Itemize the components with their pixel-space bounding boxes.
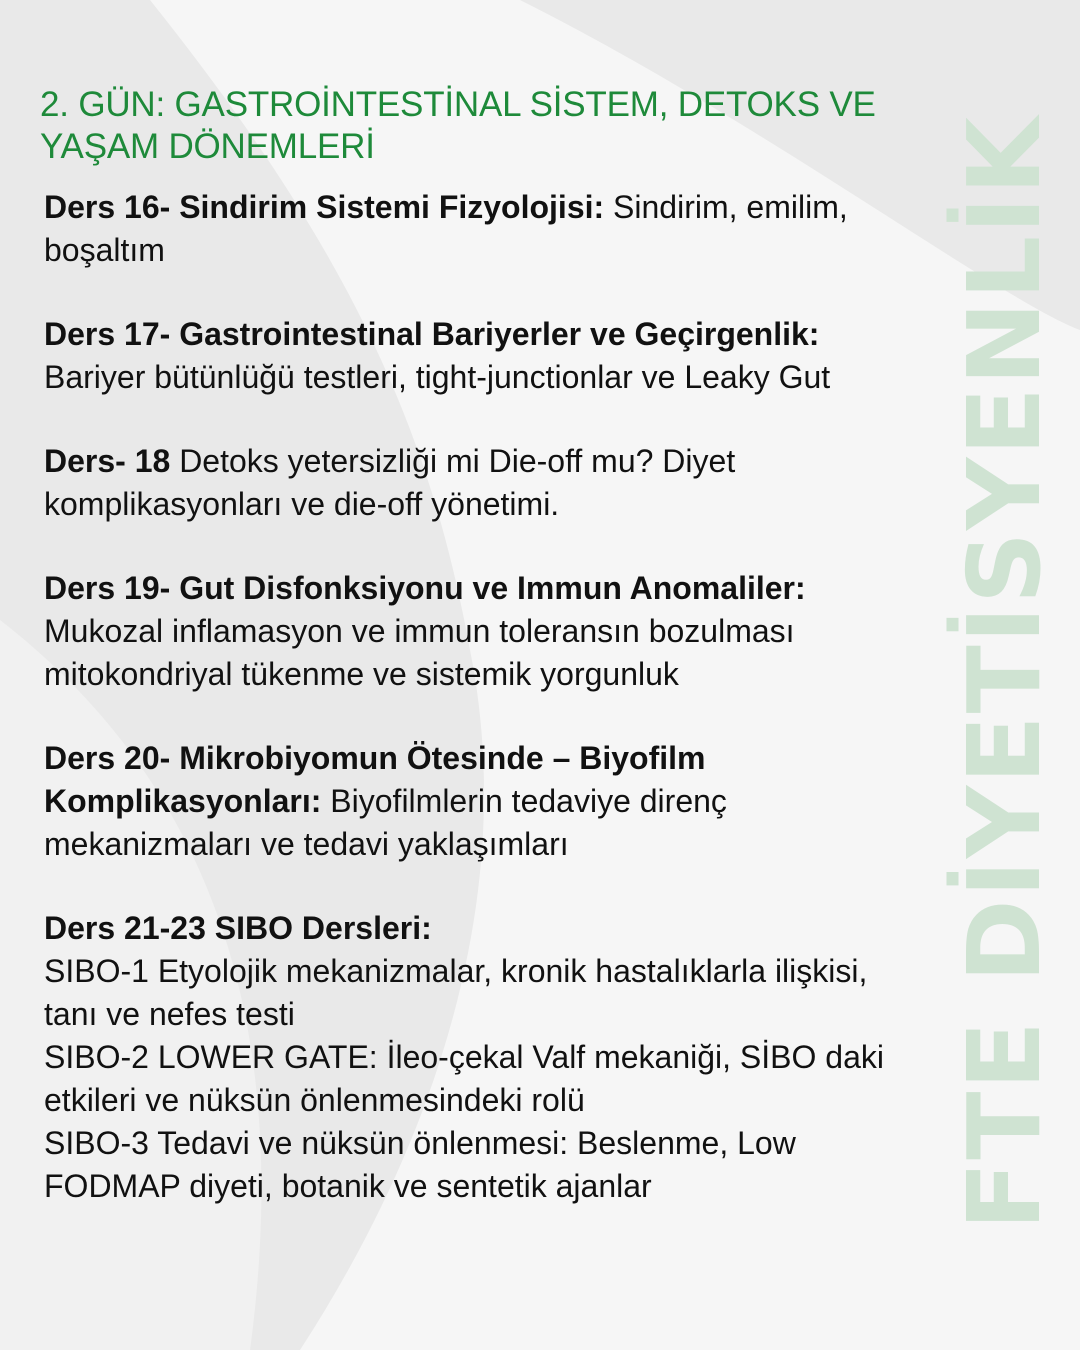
lesson-description: Bariyer bütünlüğü testleri, tight-junctionlar ve Leaky Gut [44, 359, 831, 395]
lesson-title: Ders 20- Mikrobiyomun Ötesinde – Biyofilm Komplikasyonları: [44, 740, 706, 819]
lesson-18 [44, 440, 924, 526]
lesson-description: Sindirim, emilim, boşaltım [44, 189, 848, 268]
sibo-line-3: SIBO-3 Tedavi ve nüksün önlenmesi: Beslenme, Low FODMAP diyeti, botanik ve sentetik ajanlar [44, 1125, 796, 1204]
page-title: 2. GÜN: GASTROİNTESTİNAL SİSTEM, DETOKS VE YAŞAM DÖNEMLERİ [40, 85, 876, 166]
lesson-title: Ders 16- Sindirim Sistemi Fizyolojisi: [44, 189, 605, 225]
lesson-sibo [44, 907, 924, 1208]
sibo-line-2: SIBO-2 LOWER GATE: İleo-çekal Valf mekaniği, SİBO daki etkileri ve nüksün önlenmesindeki rolü [44, 1039, 884, 1118]
lesson-description: Mukozal inflamasyon ve immun toleransın bozulması mitokondriyal tükenme ve sistemik yorgunluk [44, 613, 795, 692]
lesson-17 [44, 313, 924, 399]
lesson-title: Ders 19- Gut Disfonksiyonu ve Immun Anomaliler: [44, 570, 806, 606]
lesson-title: Ders 17- Gastrointestinal Bariyerler ve Geçirgenlik: [44, 316, 820, 352]
lesson-description: Detoks yetersizliği mi Die-off mu? Diyet komplikasyonları ve die-off yönetimi. [44, 443, 736, 522]
brand-watermark: FTE DİYETİSYENLİK [946, 115, 1063, 1230]
sibo-title: Ders 21-23 SIBO Dersleri: [44, 910, 432, 946]
lesson-20 [44, 737, 924, 866]
content-area [40, 84, 924, 1249]
lesson-title: Ders- 18 [44, 443, 171, 479]
lesson-16 [44, 186, 924, 272]
lesson-description: Biyofilmlerin tedaviye direnç mekanizmaları ve tedavi yaklaşımları [44, 783, 727, 862]
lesson-19 [44, 567, 924, 696]
sibo-line-1: SIBO-1 Etyolojik mekanizmalar, kronik hastalıklarla ilişkisi, tanı ve nefes testi [44, 953, 868, 1032]
